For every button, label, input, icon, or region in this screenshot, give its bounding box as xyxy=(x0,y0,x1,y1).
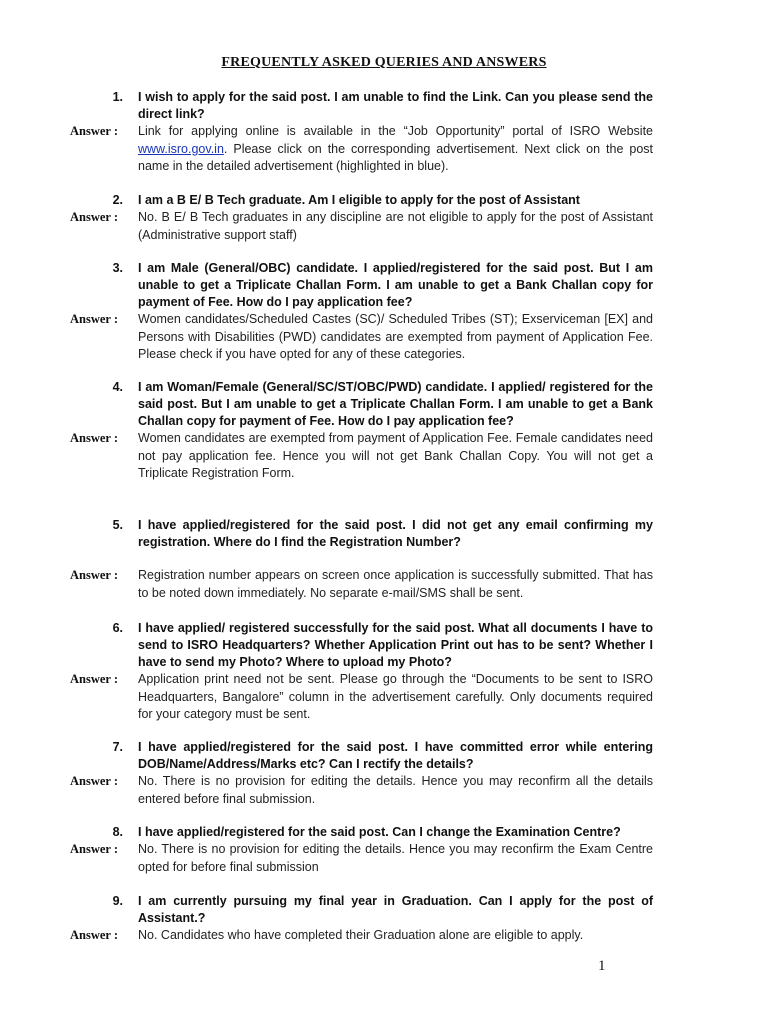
question xyxy=(0,739,768,773)
answer xyxy=(0,927,768,945)
question-text: I have applied/ registered successfully for the said post. What all documents I have to send to ISRO Headquarters? Whether Application Print out has to be sent? Whether I have to send my Photo? Where to upload my Photo? xyxy=(138,621,653,669)
faq-item-8 xyxy=(0,824,768,876)
faq-item-7 xyxy=(0,739,768,808)
question-number: 3. xyxy=(112,261,123,275)
question-text: I have applied/registered for the said post. Can I change the Examination Centre? xyxy=(138,825,621,839)
question xyxy=(0,893,768,927)
answer-text: No. There is no provision for editing the details. Hence you may reconfirm all the details entered before final submission. xyxy=(138,774,653,806)
question-text: I wish to apply for the said post. I am unable to find the Link. Can you please send the direct link? xyxy=(138,90,653,121)
answer-text-part: . Please click on the corresponding advertisement. Next click on the post name in the detailed advertisement (highlighted in blue). xyxy=(138,141,653,173)
answer-label: Answer : xyxy=(70,312,119,326)
question-number: 9. xyxy=(112,894,123,908)
answer xyxy=(0,567,768,602)
question-text: I have applied/registered for the said post. I have committed error while entering DOB/Name/Address/Marks etc? Can I rectify the details? xyxy=(138,740,653,771)
faq-item-3 xyxy=(0,260,768,364)
answer-label: Answer : xyxy=(70,568,119,582)
answer-label: Answer : xyxy=(70,928,119,942)
answer-text: No. Candidates who have completed their Graduation alone are eligible to apply. xyxy=(138,928,584,942)
question-number: 7. xyxy=(112,740,123,754)
answer-text xyxy=(138,123,653,176)
question-number: 2. xyxy=(112,193,123,207)
answer-label: Answer : xyxy=(70,672,119,686)
faq-item-4 xyxy=(0,379,768,483)
faq-item-1 xyxy=(0,89,768,176)
answer-text: Women candidates are exempted from payment of Application Fee. Female candidates need not pay application fee. Hence you will not get Bank Challan Copy. You will not get a Triplicate Registration Form. xyxy=(138,431,653,480)
question-text: I am Woman/Female (General/SC/ST/OBC/PWD) candidate. I applied/ registered for the said post. But I am unable to get a Triplicate Challan Form. I am unable to get a Bank Challan copy for payment of Fee. How do I pay application fee? xyxy=(138,380,653,428)
question-number: 4. xyxy=(112,380,123,394)
faq-item-9 xyxy=(0,893,768,945)
question-number: 5. xyxy=(112,518,123,532)
answer-label: Answer : xyxy=(70,124,119,138)
isro-website-link[interactable]: www.isro.gov.in xyxy=(138,141,224,156)
answer-text: Application print need not be sent. Please go through the “Documents to be sent to ISRO Headquarters, Bangalore” column in the advertisement carefully. Only documents required for your category must be sent. xyxy=(138,672,653,721)
question xyxy=(0,824,768,841)
question-text: I am currently pursuing my final year in Graduation. Can I apply for the post of Assistant.? xyxy=(138,894,653,925)
question-text: I have applied/registered for the said post. I did not get any email confirming my registration. Where do I find the Registration Number? xyxy=(138,518,653,549)
page-title: FREQUENTLY ASKED QUERIES AND ANSWERS xyxy=(221,55,547,70)
faq-item-2 xyxy=(0,192,768,244)
question-number: 1. xyxy=(112,90,123,104)
answer-text-part: Link for applying online is available in the “Job Opportunity” portal of ISRO Website xyxy=(138,124,653,138)
answer xyxy=(0,123,768,176)
question xyxy=(0,89,768,123)
answer-label: Answer : xyxy=(70,842,119,856)
faq-item-6 xyxy=(0,620,768,724)
question xyxy=(0,260,768,311)
question-number: 8. xyxy=(112,825,123,839)
answer-label: Answer : xyxy=(70,210,119,224)
answer xyxy=(0,671,768,724)
answer xyxy=(0,430,768,483)
question xyxy=(0,620,768,671)
question xyxy=(0,379,768,430)
answer-label: Answer : xyxy=(70,774,119,788)
question xyxy=(0,192,768,209)
question xyxy=(0,517,768,551)
answer xyxy=(0,841,768,876)
faq-item-5 xyxy=(0,517,768,602)
answer-text: No. B E/ B Tech graduates in any discipline are not eligible to apply for the post of Assistant (Administrative support staff) xyxy=(138,210,653,242)
answer xyxy=(0,311,768,364)
answer-text: Women candidates/Scheduled Castes (SC)/ Scheduled Tribes (ST); Exserviceman [EX] and Persons with Disabilities (PWD) candidates are exempted from payment of Application Fee. Please check if you have opted for any of these categories. xyxy=(138,312,653,361)
page-number: 1 xyxy=(598,958,606,974)
question-text: I am a B E/ B Tech graduate. Am I eligible to apply for the post of Assistant xyxy=(138,193,580,207)
answer-text: No. There is no provision for editing the details. Hence you may reconfirm the Exam Centre opted for before final submission xyxy=(138,842,653,874)
answer xyxy=(0,773,768,808)
answer-label: Answer : xyxy=(70,431,119,445)
answer-text: Registration number appears on screen once application is successfully submitted. That has to be noted down immediately. No separate e-mail/SMS shall be sent. xyxy=(138,568,653,600)
question-number: 6. xyxy=(112,621,123,635)
question-text: I am Male (General/OBC) candidate. I applied/registered for the said post. But I am unable to get a Triplicate Challan Form. I am unable to get a Bank Challan copy for payment of Fee. How do I pay application fee? xyxy=(138,261,653,309)
answer xyxy=(0,209,768,244)
